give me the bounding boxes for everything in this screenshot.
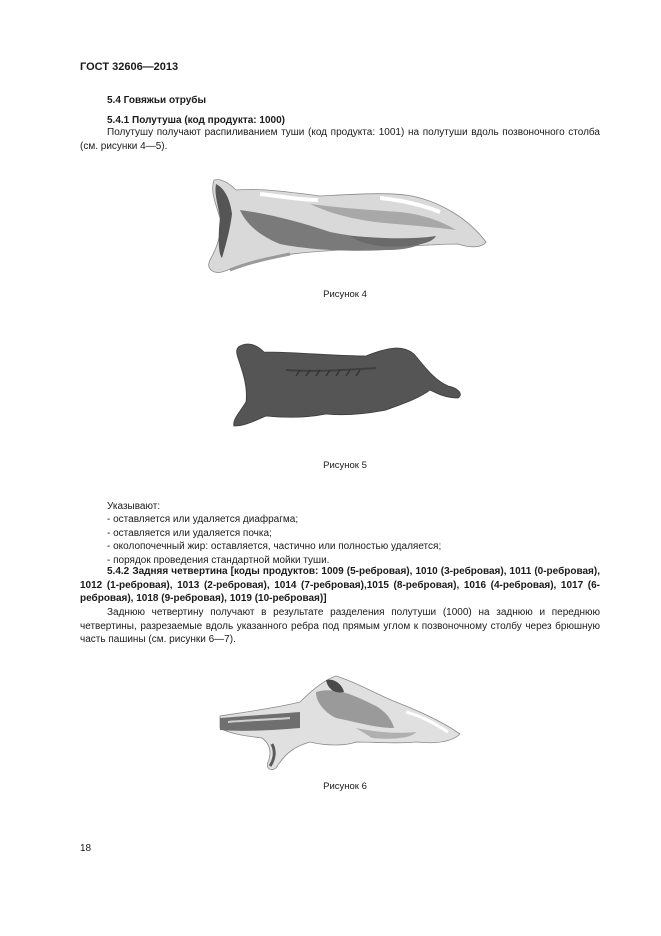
figure-6-image	[216, 672, 466, 776]
specify-list	[80, 513, 600, 567]
figure-6-caption: Рисунок 6	[323, 781, 367, 792]
list-item: - околопочечный жир: оставляется, частично или полностью удаляется;	[107, 541, 442, 552]
paragraph-5-4-1: Полутушу получают распиливанием туши (код продукта: 1001) на полутуши вдоль позвоночного столба (см. рисунки 4—5).	[80, 127, 600, 152]
figure-4-image	[200, 174, 492, 280]
list-item: - оставляется или удаляется диафрагма;	[107, 514, 299, 525]
section-heading-5-4-1: 5.4.1 Полутуша (код продукта: 1000)	[107, 115, 285, 126]
list-item: - порядок проведения стандартной мойки туши.	[107, 554, 330, 566]
paragraph-5-4-2: Заднюю четвертину получают в результате разделения полутуши (1000) на заднюю и переднюю четвертины, разрезаемые вдоль указанного ребра под прямым углом к позвоночному столбу через брюшную часть пашины (см. рисунки 6—7).	[80, 607, 600, 645]
section-heading-5-4: 5.4 Говяжьи отрубы	[107, 95, 206, 106]
figure-5-image	[226, 340, 464, 430]
figure-4-caption: Рисунок 4	[323, 289, 367, 300]
specify-intro: Указывают:	[107, 501, 161, 512]
list-item: - оставляется или удаляется почка;	[107, 527, 272, 539]
figure-5-caption: Рисунок 5	[323, 460, 367, 471]
page-number: 18	[80, 843, 92, 854]
section-heading-5-4-2: 5.4.2 Задняя четвертина [коды продуктов: 1009 (5-ребровая), 1010 (3-ребровая), 1011 (0-ребровая), 1012 (1-ребровая), 1013 (2-ребровая), 1014 (7-ребровая),1015 (8-ребровая), 1016 (4-ребровая), 1017 (6-ребровая), 1018 (9-ребровая), 1019 (10-ребровая)]	[80, 566, 600, 604]
document-header: ГОСТ 32606—2013	[80, 61, 179, 73]
